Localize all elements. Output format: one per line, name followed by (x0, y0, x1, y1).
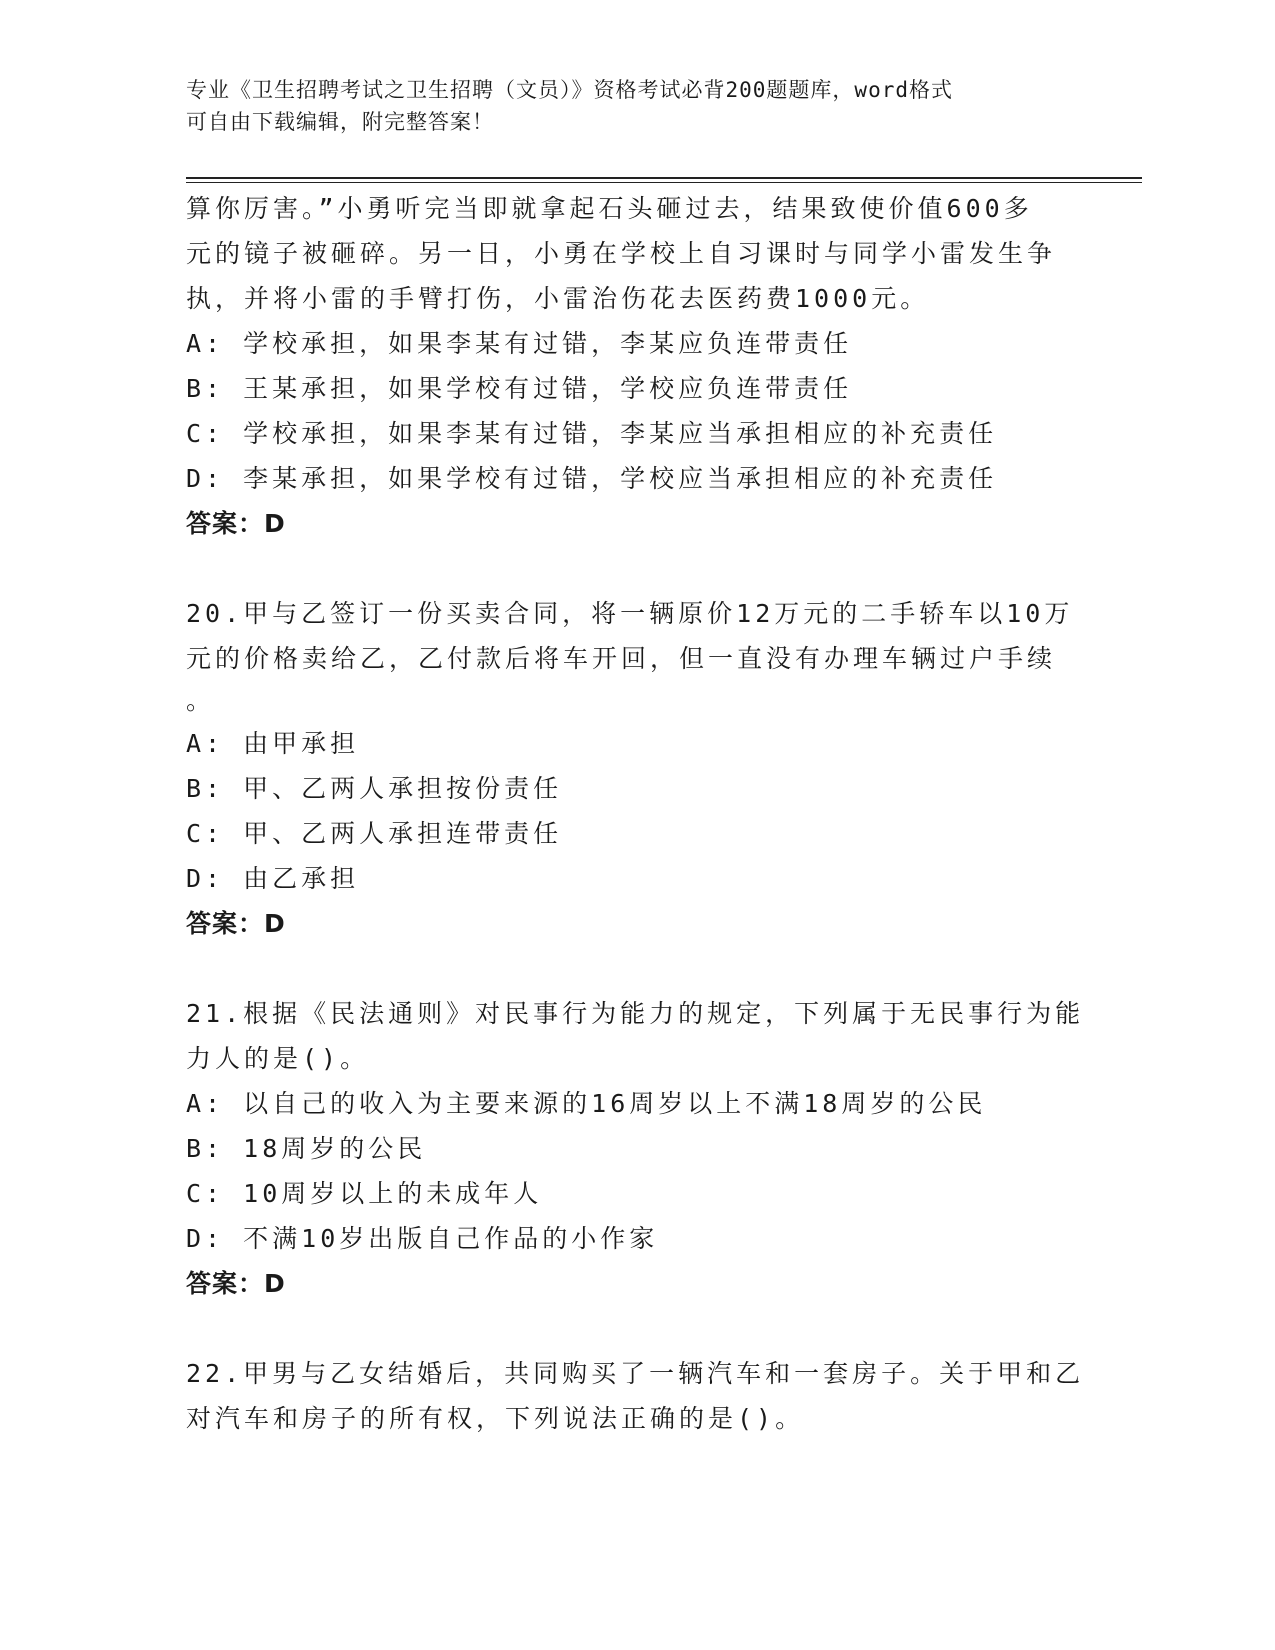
question-19-continued (186, 186, 1086, 546)
spacer (186, 546, 1086, 591)
option-c: C: 甲、乙两人承担连带责任 (186, 819, 563, 848)
option-c: C: 10周岁以上的未成年人 (186, 1179, 543, 1208)
header-line-1: 专业《卫生招聘考试之卫生招聘（文员）》资格考试必背200题题库，word格式 (186, 78, 953, 102)
option-d: D: 不满10岁出版自己作品的小作家 (186, 1224, 659, 1253)
question-stem-line: 力人的是()。 (186, 1044, 370, 1073)
question-stem-line: 元的镜子被砸碎。另一日，小勇在学校上自习课时与同学小雷发生争 (186, 239, 1057, 268)
question-stem-line: 22.甲男与乙女结婚后，共同购买了一辆汽车和一套房子。关于甲和乙 (186, 1359, 1085, 1388)
answer: 答案：D (186, 509, 286, 538)
header-line-2: 可自由下载编辑，附完整答案！ (186, 110, 494, 134)
option-b: B: 甲、乙两人承担按份责任 (186, 774, 563, 803)
question-stem-line: 执，并将小雷的手臂打伤，小雷治伤花去医药费1000元。 (186, 284, 930, 313)
spacer (186, 946, 1086, 991)
header-rule-thick (186, 177, 1142, 179)
question-stem-line: 元的价格卖给乙，乙付款后将车开回，但一直没有办理车辆过户手续 (186, 644, 1057, 673)
option-c: C: 学校承担，如果李某有过错，李某应当承担相应的补充责任 (186, 419, 998, 448)
answer: 答案：D (186, 1269, 286, 1298)
question-stem-line: 对汽车和房子的所有权，下列说法正确的是()。 (186, 1404, 805, 1433)
option-b: B: 18周岁的公民 (186, 1134, 427, 1163)
option-a: A: 由甲承担 (186, 729, 360, 758)
option-a: A: 学校承担，如果李某有过错，李某应负连带责任 (186, 329, 853, 358)
answer: 答案：D (186, 909, 286, 938)
question-20 (186, 591, 1086, 946)
option-d: D: 李某承担，如果学校有过错，学校应当承担相应的补充责任 (186, 464, 998, 493)
question-22 (186, 1351, 1086, 1441)
question-stem-line: 算你厉害。”小勇听完当即就拿起石头砸过去，结果致使价值600多 (186, 194, 1033, 223)
question-stem-line: 20.甲与乙签订一份买卖合同，将一辆原价12万元的二手轿车以10万 (186, 599, 1074, 628)
spacer (186, 1306, 1086, 1351)
document-header (186, 74, 1066, 138)
question-21 (186, 991, 1086, 1306)
question-stem-line: 21.根据《民法通则》对民事行为能力的规定，下列属于无民事行为能 (186, 999, 1085, 1028)
header-rule-thin (186, 182, 1142, 183)
question-stem-line: 。 (186, 686, 216, 715)
option-a: A: 以自己的收入为主要来源的16周岁以上不满18周岁的公民 (186, 1089, 987, 1118)
option-b: B: 王某承担，如果学校有过错，学校应负连带责任 (186, 374, 853, 403)
document-body (186, 186, 1086, 1441)
option-d: D: 由乙承担 (186, 864, 360, 893)
